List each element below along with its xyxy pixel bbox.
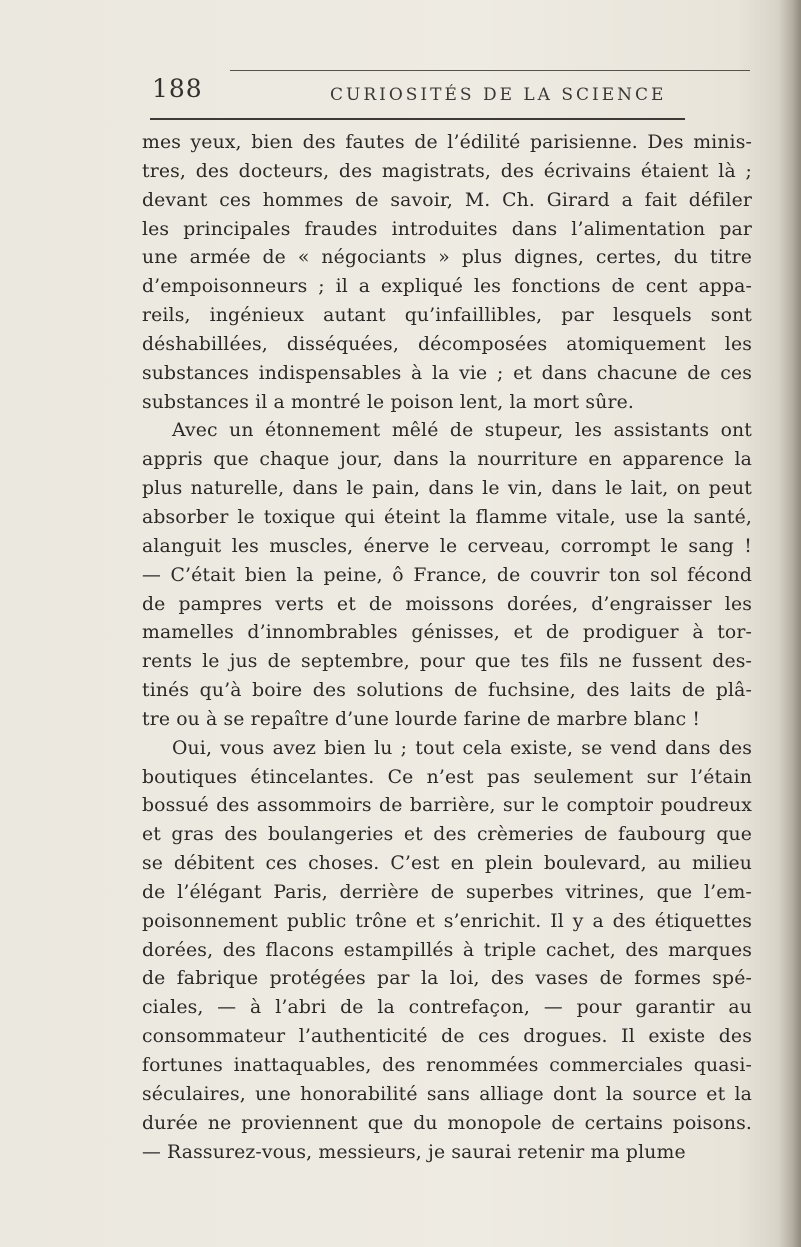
text-line: de fabrique protégées par la loi, des vases de formes spé- — [142, 968, 752, 990]
text-line: se débitent ces choses. C’est en plein boulevard, au milieu — [142, 853, 752, 875]
text-line: Avec un étonnement mêlé de stupeur, les assistants ont — [172, 420, 752, 442]
text-line: substances indispensables à la vie ; et dans chacune de ces — [142, 362, 752, 384]
text-line: ciales, — à l’abri de la contrefaçon, — pour garantir au — [142, 997, 752, 1019]
page-edge-shadow — [779, 0, 801, 1247]
text-line: dorées, des flacons estampillés à triple cachet, des marques — [142, 939, 752, 961]
text-line: appris que chaque jour, dans la nourriture en apparence la — [142, 449, 752, 471]
body-text — [142, 129, 752, 1167]
text-line: de pampres verts et de moissons dorées, d’engraisser les — [142, 593, 752, 615]
text-line: séculaires, une honorabilité sans alliage dont la source et la — [142, 1083, 752, 1105]
text-line: d’empoisonneurs ; il a expliqué les fonctions de cent appa- — [142, 276, 752, 298]
running-title: CURIOSITÉS DE LA SCIENCE — [330, 85, 667, 105]
text-line: devant ces hommes de savoir, M. Ch. Girard a fait défiler — [142, 189, 752, 211]
text-line: rents le jus de septembre, pour que tes fils ne fussent des- — [142, 651, 752, 673]
text-line: boutiques étincelantes. Ce n’est pas seulement sur l’étain — [142, 766, 752, 788]
text-line: fortunes inattaquables, des renommées commerciales quasi- — [142, 1055, 752, 1076]
text-line: tres, des docteurs, des magistrats, des écrivains étaient là ; — [142, 160, 752, 182]
header-bottom-rule — [150, 118, 685, 120]
text-line: consommateur l’authenticité de ces drogues. Il existe des — [142, 1026, 752, 1048]
text-line: — C’était bien la peine, ô France, de couvrir ton sol fécond — [142, 564, 752, 586]
text-line: alanguit les muscles, énerve le cerveau, corrompt le sang ! — [142, 535, 752, 557]
text-line: tre ou à se repaître d’une lourde farine de marbre blanc ! — [142, 708, 701, 730]
text-line: — Rassurez-vous, messieurs, je saurai retenir ma plume — [142, 1141, 686, 1163]
text-line: Oui, vous avez bien lu ; tout cela existe, se vend dans des — [172, 737, 752, 759]
text-line: une armée de « négociants » plus dignes, certes, du titre — [142, 247, 752, 269]
text-line: reils, ingénieux autant qu’infaillibles, par lesquels sont — [142, 305, 752, 327]
text-line: de l’élégant Paris, derrière de superbes vitrines, que l’em- — [142, 881, 752, 903]
text-line: mamelles d’innombrables génisses, et de prodiguer à tor- — [142, 622, 752, 644]
text-line: substances il a montré le poison lent, la mort sûre. — [142, 391, 634, 413]
text-line: durée ne proviennent que du monopole de certains poisons. — [142, 1112, 752, 1134]
text-line: mes yeux, bien des fautes de l’édilité parisienne. Des minis- — [142, 132, 752, 153]
page-number: 188 — [152, 74, 203, 103]
header-top-rule — [230, 70, 750, 71]
text-line: plus naturelle, dans le pain, dans le vin, dans le lait, on peut — [142, 478, 752, 500]
text-line: bossué des assommoirs de barrière, sur le comptoir poudreux — [142, 795, 752, 817]
text-line: absorber le toxique qui éteint la flamme vitale, use la santé, — [142, 506, 752, 528]
text-line: tinés qu’à boire des solutions de fuchsine, des laits de plâ- — [142, 680, 752, 702]
text-line: poisonnement public trône et s’enrichit. Il y a des étiquettes — [142, 910, 752, 932]
text-line: déshabillées, disséquées, décomposées atomiquement les — [142, 333, 752, 355]
text-line: et gras des boulangeries et des crèmeries de faubourg que — [142, 824, 752, 846]
text-line: les principales fraudes introduites dans l’alimentation par — [142, 218, 752, 240]
page-header — [0, 0, 801, 125]
